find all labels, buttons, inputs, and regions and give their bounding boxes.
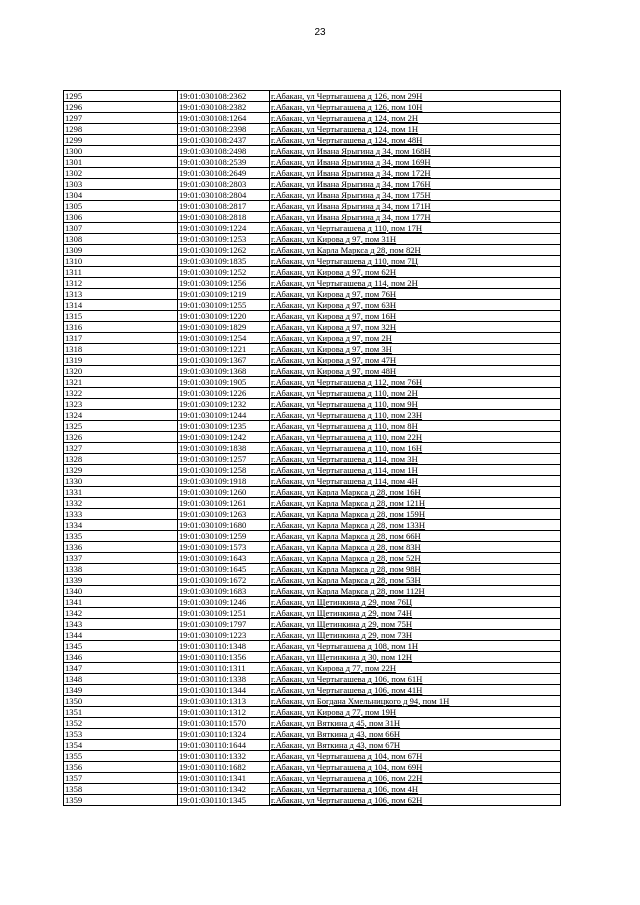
- cadastral-number-cell: 19:01:030108:2804: [178, 190, 270, 201]
- address-cell: г.Абакан, ул Вяткина д 43, пом 66Н: [270, 729, 561, 740]
- table-row: [64, 784, 561, 795]
- cadastral-number-cell: 19:01:030109:1643: [178, 553, 270, 564]
- table-row: [64, 432, 561, 443]
- row-number-cell: 1357: [64, 773, 178, 784]
- cadastral-number-cell: 19:01:030109:1226: [178, 388, 270, 399]
- address-cell: г.Абакан, ул Кирова д 97, пом 2Н: [270, 333, 561, 344]
- address-cell: г.Абакан, ул Карла Маркса д 28, пом 133Н: [270, 520, 561, 531]
- row-number-cell: 1320: [64, 366, 178, 377]
- row-number-cell: 1359: [64, 795, 178, 806]
- row-number-cell: 1335: [64, 531, 178, 542]
- table-row: [64, 388, 561, 399]
- cadastral-number-cell: 19:01:030109:1251: [178, 608, 270, 619]
- table-row: [64, 355, 561, 366]
- table-row: [64, 674, 561, 685]
- address-cell: г.Абакан, ул Чертыгашева д 112, пом 76Н: [270, 377, 561, 388]
- table-row: [64, 443, 561, 454]
- table-row: [64, 146, 561, 157]
- address-cell: г.Абакан, ул Ивана Ярыгина д 34, пом 171Н: [270, 201, 561, 212]
- table-row: [64, 311, 561, 322]
- cadastral-number-cell: 19:01:030109:1259: [178, 531, 270, 542]
- address-cell: г.Абакан, ул Чертыгашева д 106, пом 22Н: [270, 773, 561, 784]
- address-cell: г.Абакан, ул Ивана Ярыгина д 34, пом 177Н: [270, 212, 561, 223]
- table-row: [64, 201, 561, 212]
- address-cell: г.Абакан, ул Чертыгашева д 110, пом 9Н: [270, 399, 561, 410]
- row-number-cell: 1322: [64, 388, 178, 399]
- row-number-cell: 1338: [64, 564, 178, 575]
- row-number-cell: 1329: [64, 465, 178, 476]
- address-cell: г.Абакан, ул Кирова д 97, пом 31Н: [270, 234, 561, 245]
- row-number-cell: 1328: [64, 454, 178, 465]
- row-number-cell: 1321: [64, 377, 178, 388]
- table-row: [64, 597, 561, 608]
- row-number-cell: 1307: [64, 223, 178, 234]
- row-number-cell: 1327: [64, 443, 178, 454]
- cadastral-number-cell: 19:01:030109:1219: [178, 289, 270, 300]
- table-row: [64, 168, 561, 179]
- row-number-cell: 1353: [64, 729, 178, 740]
- address-cell: г.Абакан, ул Карла Маркса д 28, пом 82Н: [270, 245, 561, 256]
- cadastral-number-cell: 19:01:030109:1263: [178, 509, 270, 520]
- cadastral-number-cell: 19:01:030109:1368: [178, 366, 270, 377]
- cadastral-number-cell: 19:01:030109:1221: [178, 344, 270, 355]
- address-cell: г.Абакан, ул Кирова д 97, пом 3Н: [270, 344, 561, 355]
- cadastral-number-cell: 19:01:030109:1256: [178, 278, 270, 289]
- cadastral-number-cell: 19:01:030109:1220: [178, 311, 270, 322]
- table-row: [64, 542, 561, 553]
- table-row: [64, 663, 561, 674]
- row-number-cell: 1316: [64, 322, 178, 333]
- cadastral-number-cell: 19:01:030108:2498: [178, 146, 270, 157]
- table-row: [64, 608, 561, 619]
- table-row: [64, 465, 561, 476]
- row-number-cell: 1351: [64, 707, 178, 718]
- cadastral-number-cell: 19:01:030110:1313: [178, 696, 270, 707]
- row-number-cell: 1350: [64, 696, 178, 707]
- address-cell: г.Абакан, ул Кирова д 97, пом 48Н: [270, 366, 561, 377]
- row-number-cell: 1348: [64, 674, 178, 685]
- address-cell: г.Абакан, ул Карла Маркса д 28, пом 53Н: [270, 575, 561, 586]
- cadastral-number-cell: 19:01:030109:1224: [178, 223, 270, 234]
- row-number-cell: 1345: [64, 641, 178, 652]
- address-cell: г.Абакан, ул Чертыгашева д 114, пом 2Н: [270, 278, 561, 289]
- cadastral-number-cell: 19:01:030109:1573: [178, 542, 270, 553]
- address-cell: г.Абакан, ул Вяткина д 43, пом 67Н: [270, 740, 561, 751]
- table-row: [64, 135, 561, 146]
- row-number-cell: 1308: [64, 234, 178, 245]
- table-row: [64, 377, 561, 388]
- address-cell: г.Абакан, ул Чертыгашева д 110, пом 23Н: [270, 410, 561, 421]
- address-cell: г.Абакан, ул Чертыгашева д 114, пом 3Н: [270, 454, 561, 465]
- table-row: [64, 652, 561, 663]
- table-row: [64, 696, 561, 707]
- row-number-cell: 1332: [64, 498, 178, 509]
- row-number-cell: 1310: [64, 256, 178, 267]
- table-row: [64, 476, 561, 487]
- address-cell: г.Абакан, ул Чертыгашева д 106, пом 4Н: [270, 784, 561, 795]
- address-cell: г.Абакан, ул Кирова д 97, пом 47Н: [270, 355, 561, 366]
- cadastral-number-cell: 19:01:030110:1356: [178, 652, 270, 663]
- cadastral-number-cell: 19:01:030110:1345: [178, 795, 270, 806]
- table-row: [64, 278, 561, 289]
- table-row: [64, 190, 561, 201]
- table-row: [64, 234, 561, 245]
- table-row: [64, 487, 561, 498]
- cadastral-number-cell: 19:01:030109:1683: [178, 586, 270, 597]
- table-row: [64, 729, 561, 740]
- address-cell: г.Абакан, ул Кирова д 97, пом 63Н: [270, 300, 561, 311]
- cadastral-number-cell: 19:01:030108:1264: [178, 113, 270, 124]
- address-cell: г.Абакан, ул Чертыгашева д 124, пом 2Н: [270, 113, 561, 124]
- address-cell: г.Абакан, ул Кирова д 77, пом 22Н: [270, 663, 561, 674]
- cadastral-number-cell: 19:01:030110:1644: [178, 740, 270, 751]
- cadastral-number-cell: 19:01:030109:1255: [178, 300, 270, 311]
- table-row: [64, 300, 561, 311]
- address-cell: г.Абакан, ул Карла Маркса д 28, пом 83Н: [270, 542, 561, 553]
- table-row: [64, 707, 561, 718]
- table-row: [64, 223, 561, 234]
- table-row: [64, 619, 561, 630]
- row-number-cell: 1339: [64, 575, 178, 586]
- table-row: [64, 564, 561, 575]
- cadastral-number-cell: 19:01:030110:1312: [178, 707, 270, 718]
- address-cell: г.Абакан, ул Щетинкина д 30, пом 12Н: [270, 652, 561, 663]
- address-cell: г.Абакан, ул Карла Маркса д 28, пом 16Н: [270, 487, 561, 498]
- cadastral-number-cell: 19:01:030110:1570: [178, 718, 270, 729]
- row-number-cell: 1317: [64, 333, 178, 344]
- row-number-cell: 1358: [64, 784, 178, 795]
- cadastral-number-cell: 19:01:030109:1253: [178, 234, 270, 245]
- address-cell: г.Абакан, ул Чертыгашева д 106, пом 41Н: [270, 685, 561, 696]
- address-cell: г.Абакан, ул Чертыгашева д 110, пом 16Н: [270, 443, 561, 454]
- row-number-cell: 1301: [64, 157, 178, 168]
- table-row: [64, 795, 561, 806]
- cadastral-number-cell: 19:01:030110:1344: [178, 685, 270, 696]
- page-number: 23: [314, 27, 326, 38]
- row-number-cell: 1355: [64, 751, 178, 762]
- cadastral-number-cell: 19:01:030110:1348: [178, 641, 270, 652]
- cadastral-number-cell: 19:01:030109:1829: [178, 322, 270, 333]
- row-number-cell: 1347: [64, 663, 178, 674]
- table-row: [64, 751, 561, 762]
- address-cell: г.Абакан, ул Щетинкина д 29, пом 75Н: [270, 619, 561, 630]
- table-row: [64, 267, 561, 278]
- address-cell: г.Абакан, ул Чертыгашева д 110, пом 8Н: [270, 421, 561, 432]
- row-number-cell: 1341: [64, 597, 178, 608]
- table-row: [64, 575, 561, 586]
- table-row: [64, 509, 561, 520]
- table-row: [64, 421, 561, 432]
- row-number-cell: 1300: [64, 146, 178, 157]
- cadastral-number-cell: 19:01:030110:1342: [178, 784, 270, 795]
- cadastral-number-cell: 19:01:030109:1918: [178, 476, 270, 487]
- cadastral-number-cell: 19:01:030110:1341: [178, 773, 270, 784]
- row-number-cell: 1302: [64, 168, 178, 179]
- cadastral-number-cell: 19:01:030109:1645: [178, 564, 270, 575]
- address-cell: г.Абакан, ул Карла Маркса д 28, пом 98Н: [270, 564, 561, 575]
- address-cell: г.Абакан, ул Чертыгашева д 126, пом 10Н: [270, 102, 561, 113]
- cadastral-number-cell: 19:01:030110:1338: [178, 674, 270, 685]
- registry-table-body: [64, 91, 561, 806]
- address-cell: г.Абакан, ул Чертыгашева д 110, пом 22Н: [270, 432, 561, 443]
- cadastral-number-cell: 19:01:030110:1332: [178, 751, 270, 762]
- table-row: [64, 630, 561, 641]
- cadastral-number-cell: 19:01:030109:1838: [178, 443, 270, 454]
- table-row: [64, 531, 561, 542]
- address-cell: г.Абакан, ул Кирова д 97, пом 62Н: [270, 267, 561, 278]
- table-row: [64, 641, 561, 652]
- row-number-cell: 1343: [64, 619, 178, 630]
- address-cell: г.Абакан, ул Ивана Ярыгина д 34, пом 168Н: [270, 146, 561, 157]
- table-row: [64, 91, 561, 102]
- row-number-cell: 1313: [64, 289, 178, 300]
- table-row: [64, 344, 561, 355]
- row-number-cell: 1304: [64, 190, 178, 201]
- table-row: [64, 498, 561, 509]
- row-number-cell: 1324: [64, 410, 178, 421]
- address-cell: г.Абакан, ул Ивана Ярыгина д 34, пом 172Н: [270, 168, 561, 179]
- cadastral-number-cell: 19:01:030110:1682: [178, 762, 270, 773]
- cadastral-number-cell: 19:01:030109:1232: [178, 399, 270, 410]
- table-row: [64, 124, 561, 135]
- address-cell: г.Абакан, ул Чертыгашева д 126, пом 29Н: [270, 91, 561, 102]
- row-number-cell: 1306: [64, 212, 178, 223]
- cadastral-number-cell: 19:01:030109:1242: [178, 432, 270, 443]
- row-number-cell: 1326: [64, 432, 178, 443]
- cadastral-number-cell: 19:01:030108:2382: [178, 102, 270, 113]
- row-number-cell: 1340: [64, 586, 178, 597]
- address-cell: г.Абакан, ул Чертыгашева д 108, пом 1Н: [270, 641, 561, 652]
- address-cell: г.Абакан, ул Ивана Ярыгина д 34, пом 176Н: [270, 179, 561, 190]
- property-registry-table: [63, 90, 561, 806]
- table-row: [64, 179, 561, 190]
- row-number-cell: 1314: [64, 300, 178, 311]
- address-cell: г.Абакан, ул Щетинкина д 29, пом 74Н: [270, 608, 561, 619]
- row-number-cell: 1342: [64, 608, 178, 619]
- row-number-cell: 1311: [64, 267, 178, 278]
- address-cell: г.Абакан, ул Карла Маркса д 28, пом 66Н: [270, 531, 561, 542]
- table-row: [64, 718, 561, 729]
- table-row: [64, 157, 561, 168]
- address-cell: г.Абакан, ул Богдана Хмельницкого д 94, пом 1Н: [270, 696, 561, 707]
- table-row: [64, 289, 561, 300]
- row-number-cell: 1305: [64, 201, 178, 212]
- row-number-cell: 1331: [64, 487, 178, 498]
- cadastral-number-cell: 19:01:030109:1260: [178, 487, 270, 498]
- cadastral-number-cell: 19:01:030108:2649: [178, 168, 270, 179]
- address-cell: г.Абакан, ул Чертыгашева д 106, пом 61Н: [270, 674, 561, 685]
- row-number-cell: 1349: [64, 685, 178, 696]
- table-row: [64, 102, 561, 113]
- address-cell: г.Абакан, ул Кирова д 97, пом 32Н: [270, 322, 561, 333]
- row-number-cell: 1334: [64, 520, 178, 531]
- cadastral-number-cell: 19:01:030109:1246: [178, 597, 270, 608]
- cadastral-number-cell: 19:01:030109:1680: [178, 520, 270, 531]
- row-number-cell: 1296: [64, 102, 178, 113]
- cadastral-number-cell: 19:01:030109:1367: [178, 355, 270, 366]
- row-number-cell: 1309: [64, 245, 178, 256]
- address-cell: г.Абакан, ул Кирова д 97, пом 76Н: [270, 289, 561, 300]
- table-row: [64, 553, 561, 564]
- cadastral-number-cell: 19:01:030108:2437: [178, 135, 270, 146]
- row-number-cell: 1312: [64, 278, 178, 289]
- address-cell: г.Абакан, ул Чертыгашева д 104, пом 67Н: [270, 751, 561, 762]
- row-number-cell: 1299: [64, 135, 178, 146]
- address-cell: г.Абакан, ул Ивана Ярыгина д 34, пом 175Н: [270, 190, 561, 201]
- cadastral-number-cell: 19:01:030108:2803: [178, 179, 270, 190]
- table-row: [64, 685, 561, 696]
- table-row: [64, 245, 561, 256]
- address-cell: г.Абакан, ул Чертыгашева д 110, пом 7Ц: [270, 256, 561, 267]
- row-number-cell: 1303: [64, 179, 178, 190]
- address-cell: г.Абакан, ул Чертыгашева д 124, пом 48Н: [270, 135, 561, 146]
- cadastral-number-cell: 19:01:030108:2817: [178, 201, 270, 212]
- row-number-cell: 1336: [64, 542, 178, 553]
- address-cell: г.Абакан, ул Кирова д 77, пом 19Н: [270, 707, 561, 718]
- table-row: [64, 773, 561, 784]
- cadastral-number-cell: 19:01:030109:1257: [178, 454, 270, 465]
- cadastral-number-cell: 19:01:030108:2539: [178, 157, 270, 168]
- cadastral-number-cell: 19:01:030109:1244: [178, 410, 270, 421]
- cadastral-number-cell: 19:01:030109:1835: [178, 256, 270, 267]
- row-number-cell: 1297: [64, 113, 178, 124]
- cadastral-number-cell: 19:01:030110:1311: [178, 663, 270, 674]
- table-row: [64, 410, 561, 421]
- row-number-cell: 1295: [64, 91, 178, 102]
- table-row: [64, 366, 561, 377]
- cadastral-number-cell: 19:01:030108:2818: [178, 212, 270, 223]
- address-cell: г.Абакан, ул Карла Маркса д 28, пом 159Н: [270, 509, 561, 520]
- table-row: [64, 212, 561, 223]
- cadastral-number-cell: 19:01:030109:1254: [178, 333, 270, 344]
- cadastral-number-cell: 19:01:030109:1262: [178, 245, 270, 256]
- address-cell: г.Абакан, ул Чертыгашева д 110, пом 17Н: [270, 223, 561, 234]
- table-row: [64, 113, 561, 124]
- address-cell: г.Абакан, ул Карла Маркса д 28, пом 121Н: [270, 498, 561, 509]
- address-cell: г.Абакан, ул Щетинкина д 29, пом 76Ц: [270, 597, 561, 608]
- address-cell: г.Абакан, ул Кирова д 97, пом 16Н: [270, 311, 561, 322]
- row-number-cell: 1298: [64, 124, 178, 135]
- address-cell: г.Абакан, ул Чертыгашева д 114, пом 1Н: [270, 465, 561, 476]
- row-number-cell: 1344: [64, 630, 178, 641]
- address-cell: г.Абакан, ул Чертыгашева д 110, пом 2Н: [270, 388, 561, 399]
- row-number-cell: 1330: [64, 476, 178, 487]
- address-cell: г.Абакан, ул Чертыгашева д 104, пом 69Н: [270, 762, 561, 773]
- table-row: [64, 586, 561, 597]
- row-number-cell: 1354: [64, 740, 178, 751]
- cadastral-number-cell: 19:01:030109:1797: [178, 619, 270, 630]
- table-row: [64, 256, 561, 267]
- cadastral-number-cell: 19:01:030110:1324: [178, 729, 270, 740]
- cadastral-number-cell: 19:01:030109:1258: [178, 465, 270, 476]
- address-cell: г.Абакан, ул Чертыгашева д 124, пом 1Н: [270, 124, 561, 135]
- address-cell: г.Абакан, ул Щетинкина д 29, пом 73Н: [270, 630, 561, 641]
- row-number-cell: 1333: [64, 509, 178, 520]
- address-cell: г.Абакан, ул Карла Маркса д 28, пом 112Н: [270, 586, 561, 597]
- cadastral-number-cell: 19:01:030109:1235: [178, 421, 270, 432]
- table-row: [64, 762, 561, 773]
- cadastral-number-cell: 19:01:030109:1261: [178, 498, 270, 509]
- row-number-cell: 1318: [64, 344, 178, 355]
- address-cell: г.Абакан, ул Чертыгашева д 106, пом 62Н: [270, 795, 561, 806]
- table-row: [64, 520, 561, 531]
- cadastral-number-cell: 19:01:030108:2398: [178, 124, 270, 135]
- table-row: [64, 333, 561, 344]
- row-number-cell: 1337: [64, 553, 178, 564]
- row-number-cell: 1319: [64, 355, 178, 366]
- row-number-cell: 1356: [64, 762, 178, 773]
- row-number-cell: 1323: [64, 399, 178, 410]
- cadastral-number-cell: 19:01:030109:1672: [178, 575, 270, 586]
- address-cell: г.Абакан, ул Чертыгашева д 114, пом 4Н: [270, 476, 561, 487]
- address-cell: г.Абакан, ул Ивана Ярыгина д 34, пом 169Н: [270, 157, 561, 168]
- cadastral-number-cell: 19:01:030109:1223: [178, 630, 270, 641]
- row-number-cell: 1315: [64, 311, 178, 322]
- table-row: [64, 399, 561, 410]
- table-row: [64, 740, 561, 751]
- row-number-cell: 1352: [64, 718, 178, 729]
- row-number-cell: 1325: [64, 421, 178, 432]
- table-row: [64, 322, 561, 333]
- cadastral-number-cell: 19:01:030109:1905: [178, 377, 270, 388]
- cadastral-number-cell: 19:01:030109:1252: [178, 267, 270, 278]
- address-cell: г.Абакан, ул Вяткина д 45, пом 31Н: [270, 718, 561, 729]
- row-number-cell: 1346: [64, 652, 178, 663]
- address-cell: г.Абакан, ул Карла Маркса д 28, пом 52Н: [270, 553, 561, 564]
- table-row: [64, 454, 561, 465]
- cadastral-number-cell: 19:01:030108:2362: [178, 91, 270, 102]
